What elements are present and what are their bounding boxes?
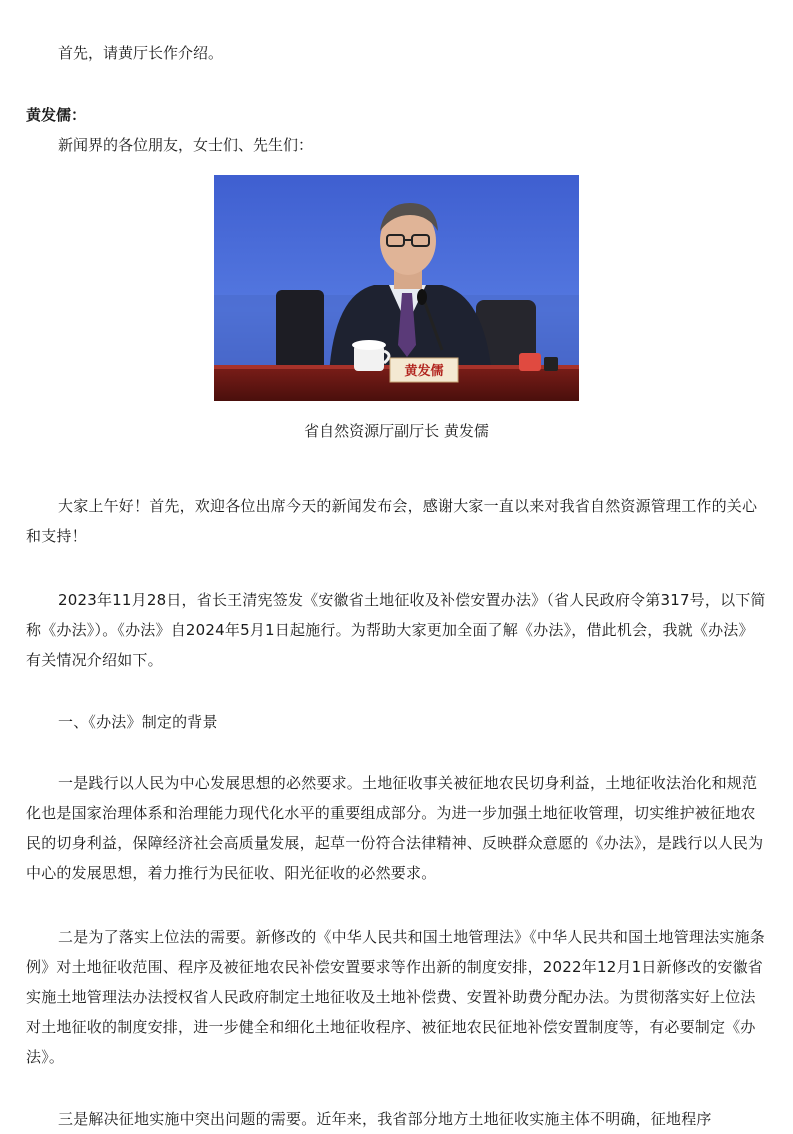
paragraph-welcome: 大家上午好！首先，欢迎各位出席今天的新闻发布会，感谢大家一直以来对我省自然资源管理工作的关心和支持！	[26, 497, 758, 545]
section-heading: 一、《办法》制定的背景	[58, 713, 218, 731]
speaker-name: 黄发儒：	[26, 106, 87, 124]
paragraph-reason-3: 三是解决征地实施中突出问题的需要。近年来，我省部分地方土地征收实施主体不明确，征地程序	[58, 1110, 712, 1128]
photo-caption: 省自然资源厅副厅长 黄发儒	[304, 422, 489, 440]
greeting-line: 新闻界的各位朋友，女士们、先生们：	[58, 136, 314, 154]
paragraph-reason-2: 二是为了落实上位法的需要。新修改的《中华人民共和国土地管理法》《中华人民共和国土地管理法实施条例》对土地征收范围、程序及被征地农民补偿安置要求等作出新的制度安排，2022年12月1日新修改的安徽省实施土地管理法办法授权省人民政府制定土地征收及土地补偿费、安置补助费分配办法。为贯彻落实好上位法对土地征收的制度安排，进一步健全和细化土地征收程序、被征地农民征地补偿安置制度等，有必要制定《办法》。	[26, 928, 765, 1066]
paragraph-reason-1: 一是践行以人民为中心发展思想的必然要求。土地征收事关被征地农民切身利益，土地征收法治化和规范化也是国家治理体系和治理能力现代化水平的重要组成部分。为进一步加强土地征收管理，切实维护被征地农民的切身利益，保障经济社会高质量发展，起草一份符合法律精神、反映群众意愿的《办法》，是践行以人民为中心的发展思想，着力推行为民征收、阳光征收的必然要求。	[26, 774, 764, 882]
photo-illustration	[214, 175, 579, 401]
press-conference-photo	[214, 175, 579, 401]
paragraph-announcement: 2023年11月28日，省长王清宪签发《安徽省土地征收及补偿安置办法》（省人民政府令第317号，以下简称《办法》）。《办法》自2024年5月1日起施行。为帮助大家更加全面了解《办法》，借此机会，我就《办法》有关情况介绍如下。	[26, 591, 766, 669]
nameplate-text: 黄发儒	[404, 364, 444, 379]
intro-line: 首先，请黄厅长作介绍。	[58, 44, 224, 62]
